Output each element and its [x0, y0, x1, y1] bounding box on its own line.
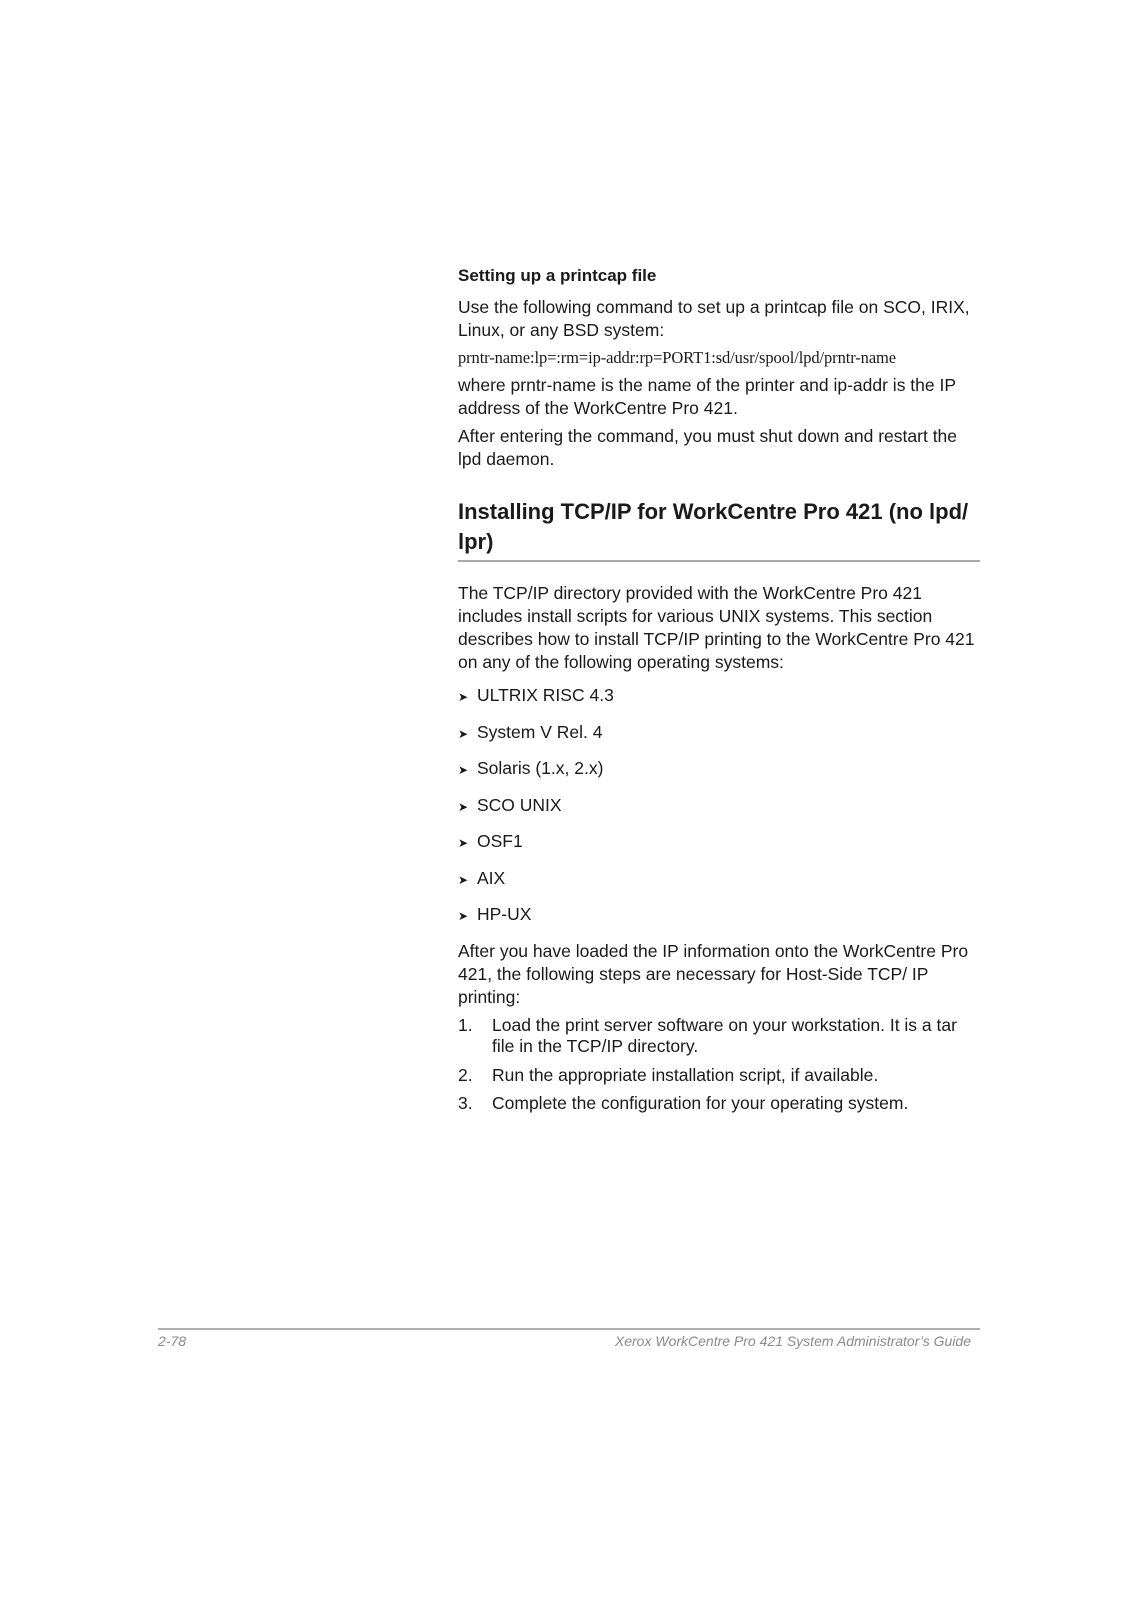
- list-item: ➤ AIX: [458, 867, 980, 892]
- arrowhead-bullet-icon: ➤: [458, 799, 469, 814]
- main-content: [458, 265, 980, 1122]
- arrowhead-bullet-icon: ➤: [458, 909, 469, 923]
- section-body: [458, 582, 980, 1115]
- arrowhead-bullet-icon: ➤: [458, 763, 469, 777]
- arrowhead-bullet-icon: ➤: [458, 726, 469, 741]
- install-intro: The TCP/IP directory provided with the WorkCentre Pro 421 includes install scripts for various UNIX systems. This section describes how to install TCP/IP printing to the WorkCentre Pro 421 on any of the following operating systems:: [458, 583, 975, 672]
- guide-title: Xerox WorkCentre Pro 421 System Administrator’s Guide: [614, 1333, 971, 1349]
- list-item: ➤ System V Rel. 4: [458, 721, 980, 746]
- step-item: [458, 1065, 980, 1087]
- printcap-heading: Setting up a printcap file: [458, 266, 657, 285]
- step-item: [458, 1015, 980, 1058]
- list-item: ➤ ULTRIX RISC 4.3: [458, 684, 980, 709]
- arrowhead-bullet-icon: ➤: [458, 872, 469, 887]
- printcap-command: prntr-name:lp=:rm=ip-addr:rp=PORT1:sd/usr/spool/lpd/prntr-name: [458, 348, 896, 367]
- arrowhead-bullet-icon: ➤: [458, 836, 469, 850]
- step-item: [458, 1093, 980, 1115]
- os-list: [458, 684, 980, 928]
- section-heading: Installing TCP/IP for WorkCentre Pro 421 (no lpd/ lpr): [458, 497, 980, 562]
- step-number: 2.: [458, 1064, 473, 1085]
- step-number: 3.: [458, 1093, 473, 1113]
- list-item: ➤ OSF1: [458, 830, 980, 855]
- step-text: Load the print server software on your workstation. It is a tar file in the TCP/IP directory.: [492, 1014, 957, 1056]
- footer-divider: [158, 1328, 980, 1330]
- printcap-after: After entering the command, you must shut down and restart the lpd daemon.: [458, 426, 958, 469]
- list-item: ➤ HP-UX: [458, 903, 980, 928]
- list-item: ➤ SCO UNIX: [458, 794, 980, 819]
- step-number: 1.: [458, 1014, 473, 1035]
- printcap-where: where prntr-name is the name of the printer and ip-addr is the IP address of the WorkCentre Pro 421.: [458, 375, 956, 418]
- install-after: After you have loaded the IP information onto the WorkCentre Pro 421, the following steps are necessary for Host-Side TCP/ IP printing:: [458, 940, 969, 1007]
- arrowhead-bullet-icon: ➤: [458, 690, 469, 704]
- steps-list: [458, 1015, 980, 1115]
- printcap-intro: Use the following command to set up a printcap file on SCO, IRIX, Linux, or any BSD system:: [458, 297, 970, 340]
- step-text: Complete the configuration for your operating system.: [492, 1093, 909, 1113]
- step-text: Run the appropriate installation script, if available.: [492, 1064, 879, 1085]
- page-number: 2-78: [158, 1333, 187, 1349]
- list-item: ➤ Solaris (1.x, 2.x): [458, 757, 980, 782]
